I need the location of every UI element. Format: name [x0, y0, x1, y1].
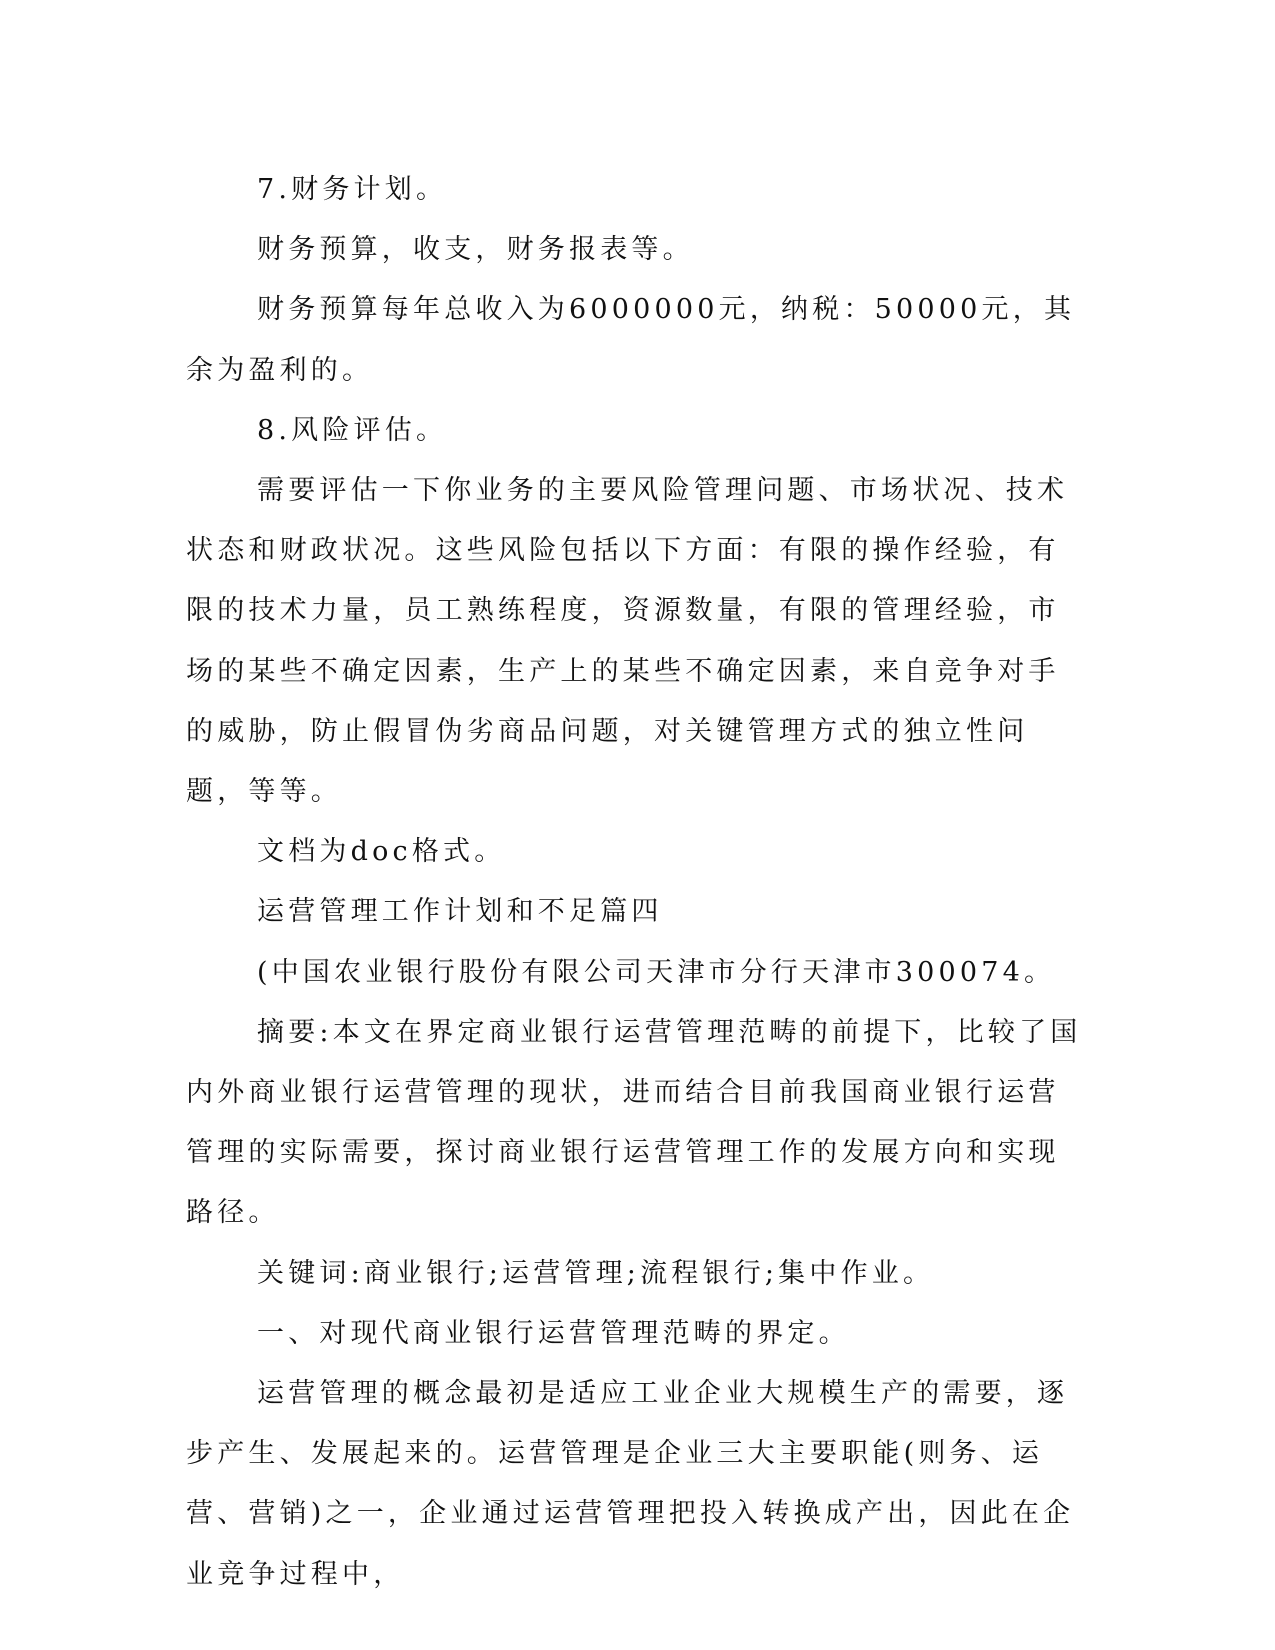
paragraph-financial-plan-heading: 7.财务计划。	[257, 174, 448, 205]
paragraph-operations-concept: 运营管理的概念最初是适应工业企业大规模生产的需要，逐步产生、发展起来的。运营管理是企业三大主要职能(则务、运营、营销)之一，企业通过运营管理把投入转换成产出，因此在企业竞争过程中，	[186, 1378, 1075, 1590]
paragraph-abstract: 摘要:本文在界定商业银行运营管理范畴的前提下，比较了国内外商业银行运营管理的现状，进而结合目前我国商业银行运营管理的实际需要，探讨商业银行运营管理工作的发展方向和实现路径。	[186, 1016, 1082, 1229]
paragraph-section-title: 运营管理工作计划和不足篇四	[257, 896, 663, 928]
paragraph-financial-items: 财务预算，收支，财务报表等。	[257, 234, 694, 266]
paragraph-doc-format: 文档为doc格式。	[257, 836, 506, 868]
paragraph-risk-details: 需要评估一下你业务的主要风险管理问题、市场状况、技术状态和财政状况。这些风险包括以下方面：有限的操作经验，有限的技术力量，员工熟练程度，资源数量，有限的管理经验，市场的某些不确定因素，生产上的某些不确定因素，来自竞争对手的威胁，防止假冒伪劣商品问题，对关键管理方式的独立性问题，等等。	[186, 475, 1069, 808]
paragraph-keywords: 关键词:商业银行;运营管理;流程银行;集中作业。	[257, 1257, 935, 1289]
paragraph-section-one-heading: 一、对现代商业银行运营管理范畴的界定。	[257, 1317, 850, 1349]
paragraph-budget-details: 财务预算每年总收入为6000000元，纳税：50000元，其余为盈利的。	[186, 294, 1076, 386]
paragraph-affiliation: (中国农业银行股份有限公司天津市分行天津市300074。	[257, 956, 1056, 988]
paragraph-risk-heading: 8.风险评估。	[257, 414, 448, 446]
document-body	[186, 160, 1086, 1605]
